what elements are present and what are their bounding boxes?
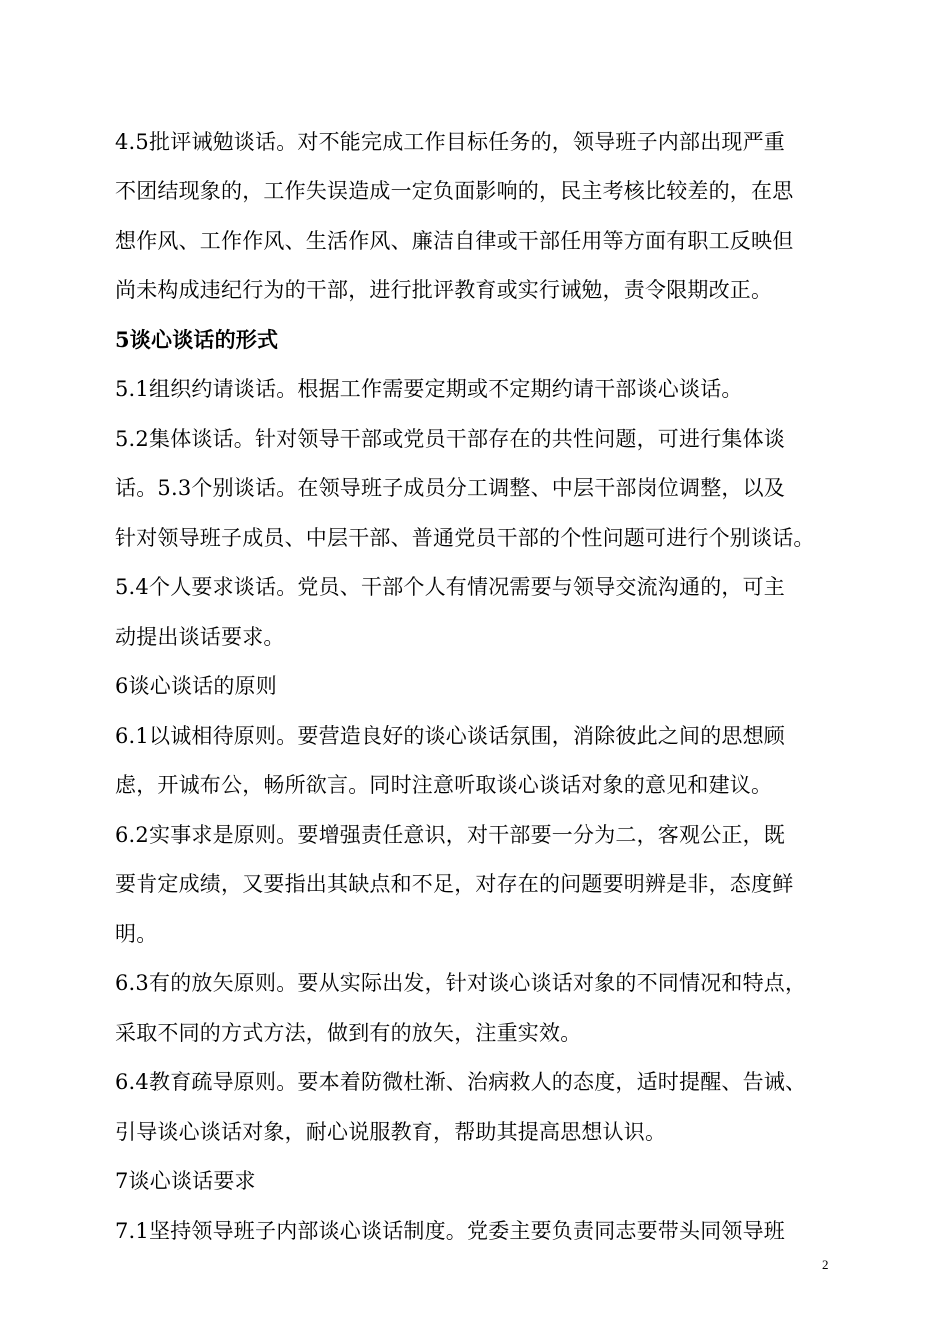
- text-line: 明。: [115, 922, 158, 946]
- text-line: 针对领导班子成员、中层干部、普通党员干部的个性问题可进行个别谈话。: [115, 526, 815, 550]
- text-line: 动提出谈话要求。: [115, 625, 285, 649]
- text-line: 采取不同的方式方法，做到有的放矢，注重实效。: [115, 1021, 582, 1045]
- text-line: 话。5.3个别谈话。在领导班子成员分工调整、中层干部岗位调整，以及: [115, 476, 785, 500]
- text-line: 5.2集体谈话。针对领导干部或党员干部存在的共性问题，可进行集体谈: [115, 427, 785, 451]
- text-line: 引导谈心谈话对象，耐心说服教育，帮助其提高思想认识。: [115, 1120, 667, 1144]
- section-heading: 6谈心谈话的原则: [115, 674, 277, 698]
- page-number: 2: [822, 1257, 829, 1272]
- text-line: 5.1组织约请谈话。根据工作需要定期或不定期约请干部谈心谈话。: [115, 377, 743, 401]
- text-line: 7.1坚持领导班子内部谈心谈话制度。党委主要负责同志要带头同领导班: [115, 1219, 785, 1243]
- text-line: 5.4个人要求谈话。党员、干部个人有情况需要与领导交流沟通的，可主: [115, 575, 785, 599]
- text-line: 想作风、工作作风、生活作风、廉洁自律或干部任用等方面有职工反映但: [115, 229, 794, 253]
- text-line: 6.4教育疏导原则。要本着防微杜渐、治病救人的态度，适时提醒、告诫、: [115, 1070, 807, 1094]
- text-line: 6.3有的放矢原则。要从实际出发，针对谈心谈话对象的不同情况和特点，: [115, 971, 807, 995]
- section-heading: 5谈心谈话的形式: [115, 327, 279, 352]
- text-line: 6.1以诚相待原则。要营造良好的谈心谈话氛围，消除彼此之间的思想顾: [115, 724, 785, 748]
- text-line: 尚未构成违纪行为的干部，进行批评教育或实行诫勉，责令限期改正。: [115, 278, 773, 302]
- text-line: 6.2实事求是原则。要增强责任意识，对干部要一分为二，客观公正，既: [115, 823, 785, 847]
- section-heading: 7谈心谈话要求: [115, 1169, 256, 1193]
- text-line: 4.5批评诫勉谈话。对不能完成工作目标任务的，领导班子内部出现严重: [115, 130, 785, 154]
- text-line: 要肯定成绩，又要指出其缺点和不足，对存在的问题要明辨是非，态度鲜: [115, 872, 794, 896]
- text-line: 不团结现象的，工作失误造成一定负面影响的，民主考核比较差的，在思: [115, 179, 794, 203]
- text-line: 虑，开诚布公，畅所欲言。同时注意听取谈心谈话对象的意见和建议。: [115, 773, 773, 797]
